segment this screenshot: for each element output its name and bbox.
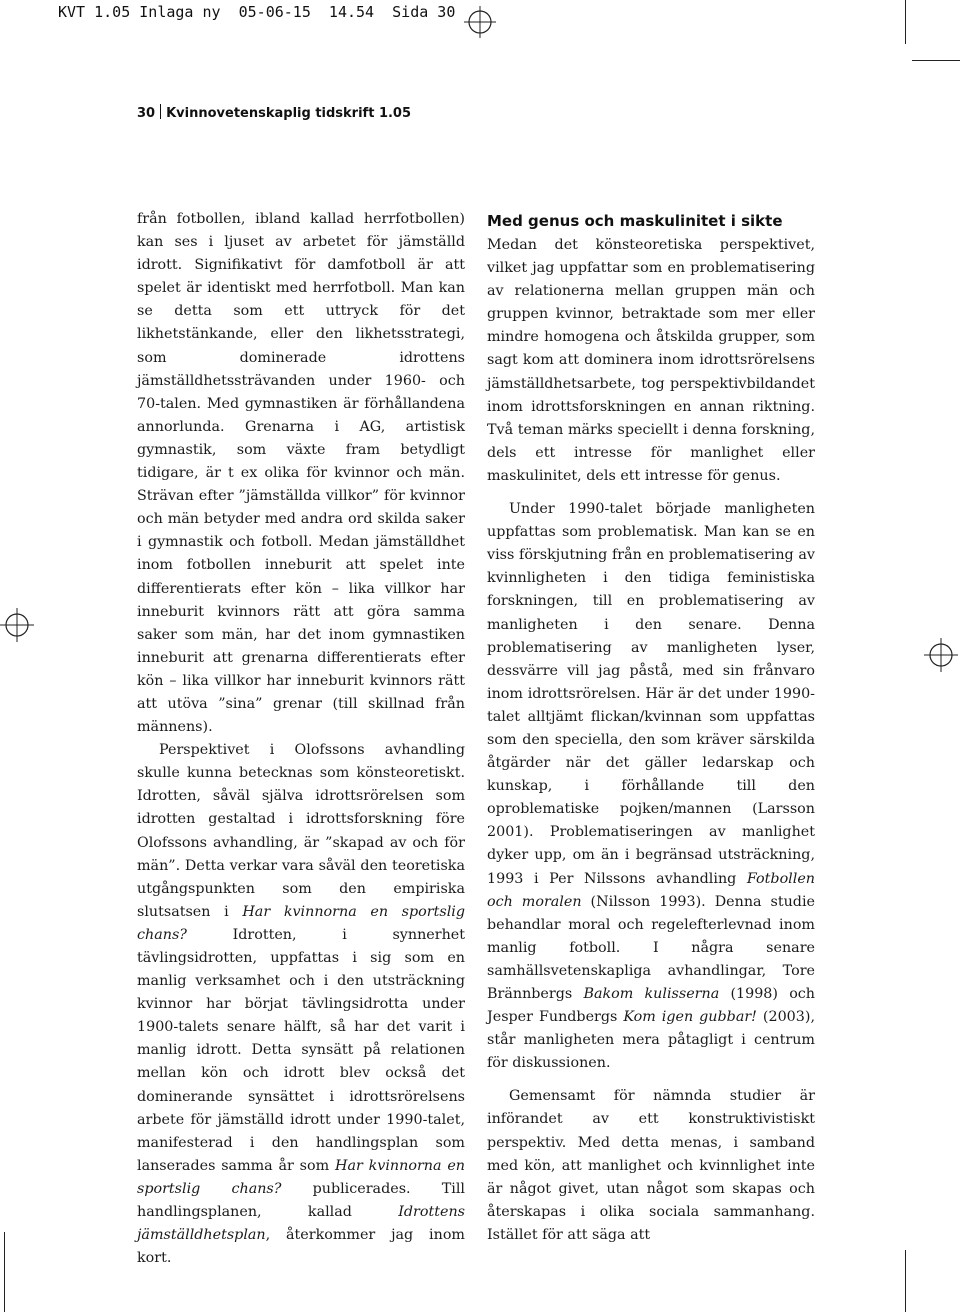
book-title: Bakom kulisserna — [583, 986, 720, 1002]
section-heading: Med genus och maskulinitet i sikte — [487, 212, 783, 230]
plan-title: Idrottens jämställdhetsplan — [137, 1204, 465, 1244]
running-header — [137, 104, 411, 121]
crop-mark — [905, 1250, 906, 1312]
registration-mark-icon — [464, 6, 496, 38]
registration-mark-icon — [0, 608, 34, 642]
paragraph: Perspektivet i Olofssons avhandling skulle kunna betecknas som könsteoretiskt. Idrotten, såväl själva idrottsrörelsen som idrotten gestaltad i idrottsforskning före Olofssons avhandling, är ”skapad av och för män”. Detta verkar vara såväl den teoretiska utgångspunkten som den empiriska slutsatsen i Har kvinnorna en sportslig chans? Idrotten, i synnerhet tävlingsidrotten, uppfattas i sig som en manlig verksamhet och i den utsträckning kvinnor har börjat tävlingsidrotta under 1900-talets senare hälft, så har det varit i manlig idrott. Detta synsätt på relationen mellan kön och idrott blev också det dominerande synsättet i idrottsrörelsens arbete för jämställd idrott under 1990-talet, manifesterad i den handlingsplan som lanserades samma år som Har kvinnorna en sportslig chans? publicerades. Till handlingsplanen, kallad Idrottens jämställdhetsplan, återkommer jag inom kort. — [137, 742, 465, 1267]
print-slug: KVT 1.05 Inlaga ny 05-06-15 14.54 Sida 30 — [58, 3, 456, 21]
page-number: 30 — [137, 106, 156, 121]
paragraph: Under 1990-talet började manligheten uppfattas som problematisk. Man kan se en viss förskjutning från en problematisering av kvinnligheten i den tidiga feministiska forskningen, till en problematisering av manligheten i den senare. Denna problematisering av manligheten lyser, dessvärre vill jag påstå, med sin frånvaro inom idrottsrörelsen. Här är det under 1990-talet alltjämt flickan/kvinnan som uppfattas som den speciella, den som kräver särskilda åtgärder när det gäller ledarskap och kunskap, i förhållande till den oproblematiske pojken/mannen (Larsson 2001). Problematiseringen av manlighet dyker upp, om än i begränsad utsträckning, 1993 i Per Nilssons avhandling Fotbollen och moralen (Nilsson 1993). Denna studie behandlar moral och regelefterlevnad inom manlig fotboll. I några senare samhällsvetenskapliga avhandlingar, Tore Brännbergs Bakom kulisserna (1998) och Jesper Fundbergs Kom igen gubbar! (2003), står manligheten mera påtagligt i centrum för diskussionen. — [487, 501, 816, 1072]
journal-title: Kvinnovetenskaplig tidskrift 1.05 — [166, 106, 412, 121]
crop-mark — [4, 1232, 5, 1312]
paragraph: från fotbollen, ibland kallad herrfotbollen) kan ses i ljuset av arbetet för jämställd idrott. Signifikativt för damfotboll är att spelet är identiskt med herrfotboll. Man kan se detta som ett uttryck för det likhetstänkande, eller den likhetsstrategi, som dominerade idrottens jämställdhetssträvanden under 1960- och 70-talen. Med gymnastiken är förhållandena annorlunda. Grenarna i AG, artistisk gymnastik, som växte fram betydligt tidigare, är t ex olika för kvinnor och män. Strävan efter ”jämställda villkor” för kvinnor och män betyder med andra ord skilda saker i gymnastik och fotboll. Medan jämställdhet inom fotbollen inneburit att spelet inte differentierats efter kön – lika villkor har inneburit kvinnors rätt att göra samma saker som män, har det inom gymnastiken inneburit att grenarna differentierats efter kön – lika villkor har inneburit kvinnors rätt att utöva ”sina” grenar (till skillnad från männens). — [137, 211, 465, 736]
book-title: Kom igen gubbar! — [623, 1009, 757, 1026]
registration-mark-icon — [924, 638, 958, 672]
book-title: Har kvinnorna en sportslig chans? — [137, 903, 465, 943]
left-column — [137, 208, 465, 1270]
right-column — [487, 208, 815, 1247]
book-title: Fotbollen och moralen — [487, 870, 815, 910]
book-title: Har kvinnorna en sportslig chans? — [137, 1157, 465, 1197]
paragraph: Medan det könsteoretiska perspektivet, vilket jag uppfattar som en problematisering av relationerna mellan gruppen män och gruppen kvinnor, betraktade som mer eller mindre homogena och åtskilda grupper, som sagt kom att dominera inom idrottsrörelsens jämställdhetsarbete, tog perspektivbildandet inom idrottsforskningen en annan riktning. Två teman märks speciellt i denna forskning, dels ett intresse för manlighet eller maskulinitet, dels ett intresse för genus. — [487, 237, 815, 484]
crop-mark — [912, 60, 960, 61]
crop-mark — [905, 0, 906, 44]
paragraph: Gemensamt för nämnda studier är införandet av ett konstruktivistiskt perspektiv. Med detta menas, i samband med kön, att manlighet och kvinnlighet inte är något givet, utan något som skapas och återskapas i olika sociala sammanhang. Istället för att säga att — [487, 1088, 815, 1243]
header-separator — [160, 104, 161, 119]
